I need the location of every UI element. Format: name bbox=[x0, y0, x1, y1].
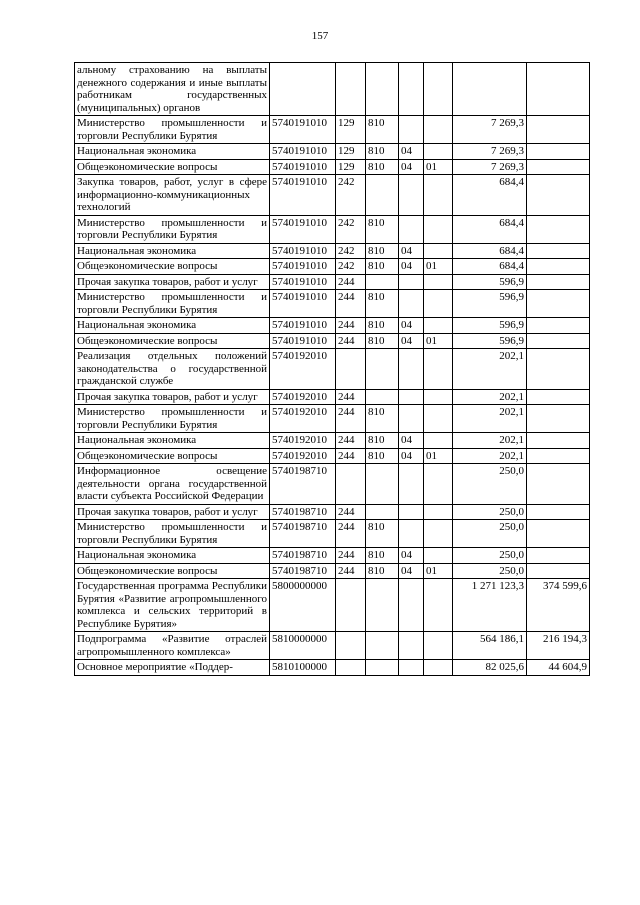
target-article-cell: 5740191010 bbox=[270, 259, 336, 275]
subsection-cell: 01 bbox=[424, 259, 453, 275]
target-article-cell: 5740191010 bbox=[270, 318, 336, 334]
row-name-cell: Национальная экономика bbox=[75, 318, 270, 334]
target-article-cell: 5740198710 bbox=[270, 520, 336, 548]
amount-cell: 7 269,3 bbox=[453, 159, 527, 175]
table-row bbox=[75, 318, 590, 334]
section-cell bbox=[399, 389, 424, 405]
section-cell bbox=[399, 349, 424, 390]
amount-cell: 202,1 bbox=[453, 389, 527, 405]
amount-cell: 1 271 123,3 bbox=[453, 579, 527, 632]
federal-amount-cell bbox=[527, 520, 590, 548]
expense-type-cell: 244 bbox=[336, 433, 366, 449]
expense-type-cell bbox=[336, 660, 366, 676]
federal-amount-cell bbox=[527, 243, 590, 259]
target-article-cell: 5740191010 bbox=[270, 116, 336, 144]
subsection-cell bbox=[424, 318, 453, 334]
table-row bbox=[75, 433, 590, 449]
section-cell bbox=[399, 660, 424, 676]
row-name-cell: Закупка товаров, работ, услуг в сфере информационно-коммуникационных технологий bbox=[75, 175, 270, 216]
ministry-code-cell: 810 bbox=[366, 159, 399, 175]
subsection-cell bbox=[424, 405, 453, 433]
subsection-cell bbox=[424, 389, 453, 405]
expense-type-cell: 244 bbox=[336, 520, 366, 548]
table-body bbox=[75, 63, 590, 676]
amount-cell: 82 025,6 bbox=[453, 660, 527, 676]
amount-cell: 564 186,1 bbox=[453, 632, 527, 660]
subsection-cell: 01 bbox=[424, 159, 453, 175]
row-name-cell: Государственная программа Республики Бурятия «Развитие агропромышленного комплекса и сельских территорий в Республике Бурятия» bbox=[75, 579, 270, 632]
row-name-cell: Общеэкономические вопросы bbox=[75, 259, 270, 275]
subsection-cell bbox=[424, 175, 453, 216]
target-article-cell: 5740198710 bbox=[270, 563, 336, 579]
federal-amount-cell bbox=[527, 448, 590, 464]
page-number: 157 bbox=[311, 30, 329, 42]
table-row bbox=[75, 660, 590, 676]
section-cell: 04 bbox=[399, 563, 424, 579]
row-name-cell: Министерство промышленности и торговли Республики Бурятия bbox=[75, 116, 270, 144]
ministry-code-cell: 810 bbox=[366, 448, 399, 464]
ministry-code-cell: 810 bbox=[366, 520, 399, 548]
row-name-cell: Информационное освещение деятельности органа государственной власти субъекта Российской Федерации bbox=[75, 464, 270, 505]
amount-cell: 250,0 bbox=[453, 504, 527, 520]
subsection-cell bbox=[424, 215, 453, 243]
table-row bbox=[75, 215, 590, 243]
subsection-cell bbox=[424, 243, 453, 259]
federal-amount-cell bbox=[527, 405, 590, 433]
target-article-cell: 5740191010 bbox=[270, 175, 336, 216]
expense-type-cell: 129 bbox=[336, 144, 366, 160]
expense-type-cell: 244 bbox=[336, 405, 366, 433]
ministry-code-cell bbox=[366, 632, 399, 660]
section-cell: 04 bbox=[399, 159, 424, 175]
target-article-cell: 5810100000 bbox=[270, 660, 336, 676]
amount-cell: 250,0 bbox=[453, 464, 527, 505]
federal-amount-cell bbox=[527, 144, 590, 160]
row-name-cell: Министерство промышленности и торговли Республики Бурятия bbox=[75, 290, 270, 318]
expense-type-cell bbox=[336, 632, 366, 660]
amount-cell: 7 269,3 bbox=[453, 116, 527, 144]
ministry-code-cell: 810 bbox=[366, 116, 399, 144]
section-cell bbox=[399, 274, 424, 290]
ministry-code-cell bbox=[366, 504, 399, 520]
ministry-code-cell: 810 bbox=[366, 333, 399, 349]
row-name-cell: Министерство промышленности и торговли Республики Бурятия bbox=[75, 520, 270, 548]
section-cell bbox=[399, 464, 424, 505]
expense-type-cell: 244 bbox=[336, 318, 366, 334]
federal-amount-cell: 44 604,9 bbox=[527, 660, 590, 676]
section-cell bbox=[399, 290, 424, 318]
subsection-cell: 01 bbox=[424, 563, 453, 579]
target-article-cell: 5800000000 bbox=[270, 579, 336, 632]
amount-cell: 202,1 bbox=[453, 448, 527, 464]
expense-type-cell: 242 bbox=[336, 259, 366, 275]
amount-cell: 596,9 bbox=[453, 274, 527, 290]
section-cell bbox=[399, 215, 424, 243]
amount-cell: 684,4 bbox=[453, 259, 527, 275]
subsection-cell bbox=[424, 274, 453, 290]
subsection-cell bbox=[424, 632, 453, 660]
row-name-cell: Реализация отдельных положений законодательства о государственной гражданской службе bbox=[75, 349, 270, 390]
table-row bbox=[75, 274, 590, 290]
expense-type-cell: 244 bbox=[336, 548, 366, 564]
amount-cell: 250,0 bbox=[453, 520, 527, 548]
ministry-code-cell: 810 bbox=[366, 433, 399, 449]
target-article-cell: 5740191010 bbox=[270, 333, 336, 349]
federal-amount-cell: 374 599,6 bbox=[527, 579, 590, 632]
subsection-cell bbox=[424, 290, 453, 318]
target-article-cell: 5740191010 bbox=[270, 215, 336, 243]
target-article-cell: 5740198710 bbox=[270, 504, 336, 520]
section-cell bbox=[399, 175, 424, 216]
table-row bbox=[75, 520, 590, 548]
table-row bbox=[75, 389, 590, 405]
amount-cell: 684,4 bbox=[453, 215, 527, 243]
federal-amount-cell: 216 194,3 bbox=[527, 632, 590, 660]
subsection-cell: 01 bbox=[424, 333, 453, 349]
federal-amount-cell bbox=[527, 433, 590, 449]
subsection-cell bbox=[424, 464, 453, 505]
amount-cell: 250,0 bbox=[453, 563, 527, 579]
expense-type-cell bbox=[336, 63, 366, 116]
section-cell: 04 bbox=[399, 259, 424, 275]
ministry-code-cell bbox=[366, 660, 399, 676]
target-article-cell: 5740198710 bbox=[270, 464, 336, 505]
section-cell bbox=[399, 579, 424, 632]
federal-amount-cell bbox=[527, 159, 590, 175]
section-cell: 04 bbox=[399, 333, 424, 349]
ministry-code-cell bbox=[366, 464, 399, 505]
expense-type-cell: 244 bbox=[336, 448, 366, 464]
expense-type-cell: 244 bbox=[336, 389, 366, 405]
target-article-cell: 5740191010 bbox=[270, 290, 336, 318]
table-row bbox=[75, 144, 590, 160]
section-cell bbox=[399, 632, 424, 660]
expense-type-cell: 244 bbox=[336, 563, 366, 579]
table-row bbox=[75, 175, 590, 216]
row-name-cell: Национальная экономика bbox=[75, 144, 270, 160]
table-row bbox=[75, 563, 590, 579]
amount-cell: 684,4 bbox=[453, 243, 527, 259]
subsection-cell bbox=[424, 144, 453, 160]
federal-amount-cell bbox=[527, 215, 590, 243]
ministry-code-cell bbox=[366, 63, 399, 116]
row-name-cell: Подпрограмма «Развитие отраслей агропромышленного комплекса» bbox=[75, 632, 270, 660]
target-article-cell: 5740192010 bbox=[270, 448, 336, 464]
table-row bbox=[75, 333, 590, 349]
table-row bbox=[75, 349, 590, 390]
target-article-cell: 5740191010 bbox=[270, 159, 336, 175]
target-article-cell: 5740192010 bbox=[270, 349, 336, 390]
target-article-cell bbox=[270, 63, 336, 116]
section-cell bbox=[399, 63, 424, 116]
ministry-code-cell: 810 bbox=[366, 548, 399, 564]
table-row bbox=[75, 579, 590, 632]
subsection-cell bbox=[424, 349, 453, 390]
federal-amount-cell bbox=[527, 349, 590, 390]
subsection-cell bbox=[424, 504, 453, 520]
ministry-code-cell bbox=[366, 175, 399, 216]
expense-type-cell: 129 bbox=[336, 116, 366, 144]
expense-type-cell: 129 bbox=[336, 159, 366, 175]
amount-cell: 250,0 bbox=[453, 548, 527, 564]
amount-cell: 596,9 bbox=[453, 318, 527, 334]
ministry-code-cell: 810 bbox=[366, 405, 399, 433]
amount-cell: 596,9 bbox=[453, 290, 527, 318]
subsection-cell bbox=[424, 660, 453, 676]
federal-amount-cell bbox=[527, 504, 590, 520]
row-name-cell: Общеэкономические вопросы bbox=[75, 563, 270, 579]
target-article-cell: 5740198710 bbox=[270, 548, 336, 564]
expense-type-cell: 242 bbox=[336, 175, 366, 216]
table-row bbox=[75, 290, 590, 318]
target-article-cell: 5740192010 bbox=[270, 405, 336, 433]
subsection-cell bbox=[424, 520, 453, 548]
subsection-cell bbox=[424, 548, 453, 564]
table-row bbox=[75, 405, 590, 433]
row-name-cell: Прочая закупка товаров, работ и услуг bbox=[75, 504, 270, 520]
expense-type-cell: 244 bbox=[336, 274, 366, 290]
table-row bbox=[75, 448, 590, 464]
section-cell: 04 bbox=[399, 144, 424, 160]
section-cell bbox=[399, 520, 424, 548]
amount-cell: 7 269,3 bbox=[453, 144, 527, 160]
expense-type-cell: 244 bbox=[336, 504, 366, 520]
target-article-cell: 5740191010 bbox=[270, 144, 336, 160]
federal-amount-cell bbox=[527, 259, 590, 275]
ministry-code-cell: 810 bbox=[366, 215, 399, 243]
subsection-cell bbox=[424, 433, 453, 449]
federal-amount-cell bbox=[527, 464, 590, 505]
ministry-code-cell: 810 bbox=[366, 563, 399, 579]
federal-amount-cell bbox=[527, 175, 590, 216]
amount-cell: 684,4 bbox=[453, 175, 527, 216]
row-name-cell: Национальная экономика bbox=[75, 548, 270, 564]
amount-cell: 202,1 bbox=[453, 349, 527, 390]
expense-type-cell: 244 bbox=[336, 290, 366, 318]
budget-table bbox=[74, 62, 590, 676]
federal-amount-cell bbox=[527, 63, 590, 116]
federal-amount-cell bbox=[527, 333, 590, 349]
federal-amount-cell bbox=[527, 318, 590, 334]
expense-type-cell bbox=[336, 349, 366, 390]
row-name-cell: Министерство промышленности и торговли Республики Бурятия bbox=[75, 405, 270, 433]
expense-type-cell: 242 bbox=[336, 243, 366, 259]
expense-type-cell bbox=[336, 464, 366, 505]
ministry-code-cell: 810 bbox=[366, 290, 399, 318]
expense-type-cell bbox=[336, 579, 366, 632]
row-name-cell: Национальная экономика bbox=[75, 433, 270, 449]
ministry-code-cell: 810 bbox=[366, 243, 399, 259]
target-article-cell: 5740191010 bbox=[270, 274, 336, 290]
table-row bbox=[75, 259, 590, 275]
amount-cell: 596,9 bbox=[453, 333, 527, 349]
ministry-code-cell: 810 bbox=[366, 259, 399, 275]
ministry-code-cell bbox=[366, 579, 399, 632]
table-row bbox=[75, 116, 590, 144]
table-row bbox=[75, 464, 590, 505]
ministry-code-cell: 810 bbox=[366, 144, 399, 160]
expense-type-cell: 244 bbox=[336, 333, 366, 349]
ministry-code-cell bbox=[366, 389, 399, 405]
federal-amount-cell bbox=[527, 563, 590, 579]
subsection-cell bbox=[424, 63, 453, 116]
row-name-cell: Общеэкономические вопросы bbox=[75, 159, 270, 175]
table-row bbox=[75, 632, 590, 660]
target-article-cell: 5740192010 bbox=[270, 389, 336, 405]
subsection-cell: 01 bbox=[424, 448, 453, 464]
section-cell: 04 bbox=[399, 318, 424, 334]
row-name-cell: альному страхованию на выплаты денежного содержания и иные выплаты работникам государственных (муниципальных) органов bbox=[75, 63, 270, 116]
table-row bbox=[75, 243, 590, 259]
row-name-cell: Общеэкономические вопросы bbox=[75, 448, 270, 464]
table-row bbox=[75, 548, 590, 564]
ministry-code-cell bbox=[366, 349, 399, 390]
section-cell: 04 bbox=[399, 433, 424, 449]
row-name-cell: Общеэкономические вопросы bbox=[75, 333, 270, 349]
subsection-cell bbox=[424, 579, 453, 632]
row-name-cell: Национальная экономика bbox=[75, 243, 270, 259]
federal-amount-cell bbox=[527, 389, 590, 405]
ministry-code-cell: 810 bbox=[366, 318, 399, 334]
target-article-cell: 5740191010 bbox=[270, 243, 336, 259]
table-row bbox=[75, 504, 590, 520]
amount-cell: 202,1 bbox=[453, 433, 527, 449]
table-row bbox=[75, 159, 590, 175]
row-name-cell: Министерство промышленности и торговли Республики Бурятия bbox=[75, 215, 270, 243]
row-name-cell: Основное мероприятие «Поддер- bbox=[75, 660, 270, 676]
federal-amount-cell bbox=[527, 290, 590, 318]
section-cell bbox=[399, 116, 424, 144]
target-article-cell: 5740192010 bbox=[270, 433, 336, 449]
expense-type-cell: 242 bbox=[336, 215, 366, 243]
federal-amount-cell bbox=[527, 548, 590, 564]
section-cell bbox=[399, 504, 424, 520]
table-row bbox=[75, 63, 590, 116]
amount-cell bbox=[453, 63, 527, 116]
row-name-cell: Прочая закупка товаров, работ и услуг bbox=[75, 274, 270, 290]
federal-amount-cell bbox=[527, 116, 590, 144]
subsection-cell bbox=[424, 116, 453, 144]
row-name-cell: Прочая закупка товаров, работ и услуг bbox=[75, 389, 270, 405]
amount-cell: 202,1 bbox=[453, 405, 527, 433]
ministry-code-cell bbox=[366, 274, 399, 290]
section-cell: 04 bbox=[399, 548, 424, 564]
federal-amount-cell bbox=[527, 274, 590, 290]
section-cell bbox=[399, 405, 424, 433]
section-cell: 04 bbox=[399, 448, 424, 464]
target-article-cell: 5810000000 bbox=[270, 632, 336, 660]
section-cell: 04 bbox=[399, 243, 424, 259]
